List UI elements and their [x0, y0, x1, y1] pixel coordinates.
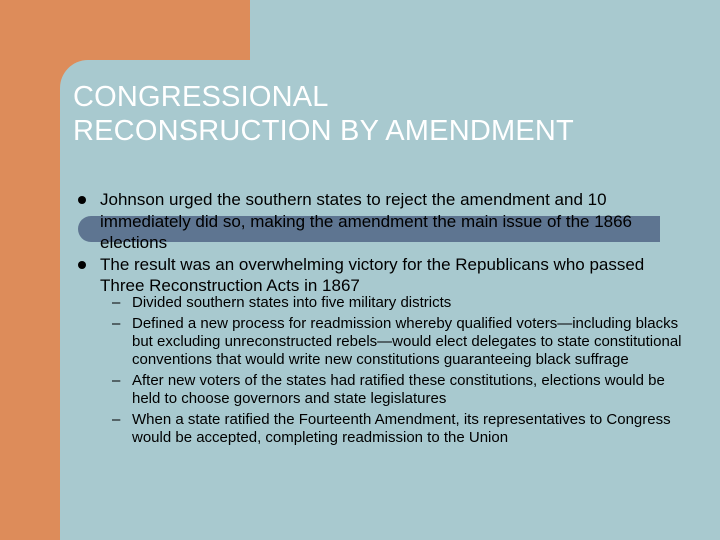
slide-title: [73, 80, 693, 148]
sub-bullet-list: [112, 294, 682, 450]
bullet-dot-icon: [78, 196, 86, 204]
sub-bullet-text: When a state ratified the Fourteenth Amendment, its representatives to Congress would be accepted, completing readmission to the Union: [132, 411, 671, 446]
sub-bullet-item: [112, 294, 682, 312]
sub-bullet-text: Defined a new process for readmission whereby qualified voters—including blacks but excluding unreconstructed rebels—would elect delegates to state constitutional conventions that would write new constitutions guaranteeing black suffrage: [132, 315, 682, 368]
dash-marker: –: [112, 315, 121, 332]
sub-bullet-item: [112, 372, 682, 408]
dash-marker: –: [112, 411, 121, 428]
bullet-item: [78, 254, 678, 297]
slide-title-line-1: CONGRESSIONAL: [73, 81, 329, 113]
bullet-item: [78, 189, 678, 254]
dash-marker: –: [112, 294, 121, 311]
sub-bullet-text: Divided southern states into five military districts: [132, 294, 452, 311]
sub-bullet-text: After new voters of the states had ratified these constitutions, elections would be held to choose governors and state legislatures: [132, 372, 665, 407]
slide-title-line-2: RECONSRUCTION BY AMENDMENT: [73, 115, 574, 147]
main-bullet-list: [78, 189, 678, 297]
sub-bullet-item: [112, 315, 682, 369]
bullet-text: The result was an overwhelming victory for the Republicans who passed Three Reconstruction Acts in 1867: [100, 254, 645, 295]
bullet-dot-icon: [78, 261, 86, 269]
bullet-text: Johnson urged the southern states to reject the amendment and 10 immediately did so, making the amendment the main issue of the 1866 elections: [100, 190, 633, 252]
dash-marker: –: [112, 372, 121, 389]
sub-bullet-item: [112, 411, 682, 447]
